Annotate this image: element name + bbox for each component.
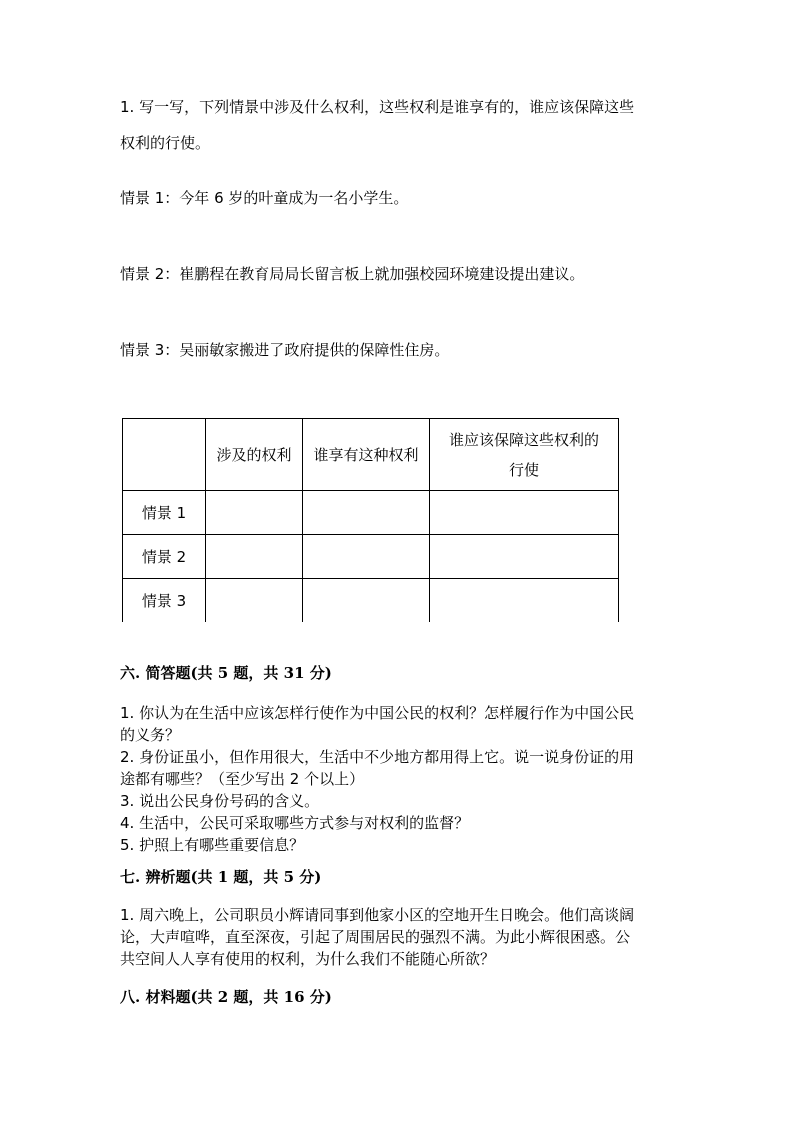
table-corner-cell <box>123 419 206 491</box>
table-row <box>123 535 619 579</box>
table-cell <box>430 491 619 535</box>
row-label-scene-2: 情景 2 <box>123 535 206 579</box>
table-cell <box>303 491 430 535</box>
header-who-guarantees-line1: 谁应该保障这些权利的 <box>448 430 599 449</box>
table-header-row <box>123 419 619 491</box>
table-cell <box>206 579 303 622</box>
list-item: 2. 身份证虽小，但作用很大，生活中不少地方都用得上它。说一说身份证的用 <box>120 748 635 766</box>
table-row <box>123 579 619 622</box>
paragraph-line: 论，大声喧哗，直至深夜，引起了周围居民的强烈不满。为此小辉很困惑。公 <box>120 928 631 946</box>
table-cell <box>206 535 303 579</box>
scene-1: 情景 1：今年 6 岁的叶童成为一名小学生。 <box>120 189 409 207</box>
paragraph-line: 1. 周六晚上，公司职员小辉请同事到他家小区的空地开生日晚会。他们高谈阔 <box>120 906 635 924</box>
paragraph-line: 共空间人人享有使用的权利，为什么我们不能随心所欲？ <box>120 950 496 968</box>
list-item: 5. 护照上有哪些重要信息？ <box>120 836 305 854</box>
section-7-title: 七. 辨析题(共 1 题，共 5 分) <box>120 868 322 886</box>
header-who-guarantees <box>430 419 619 491</box>
list-item: 的义务？ <box>120 726 181 744</box>
section-7-body <box>120 904 634 970</box>
scene-2: 情景 2：崔鹏程在教育局局长留言板上就加强校园环境建设提出建议。 <box>120 265 585 283</box>
header-rights: 涉及的权利 <box>206 419 303 491</box>
answer-table <box>122 418 619 622</box>
list-item: 途都有哪些？（至少写出 2 个以上） <box>120 770 365 788</box>
table-cell <box>303 535 430 579</box>
list-item: 3. 说出公民身份号码的含义。 <box>120 792 320 810</box>
row-label-scene-3: 情景 3 <box>123 579 206 622</box>
list-item: 1. 你认为在生活中应该怎样行使作为中国公民的权利？怎样履行作为中国公民 <box>120 704 635 722</box>
q1-line1: 1. 写一写，下列情景中涉及什么权利，这些权利是谁享有的，谁应该保障这些 <box>120 98 635 116</box>
table-cell <box>430 579 619 622</box>
section-8-title: 八. 材料题(共 2 题，共 16 分) <box>120 988 332 1006</box>
scene-3: 情景 3：吴丽敏家搬进了政府提供的保障性住房。 <box>120 341 450 359</box>
section-6-title: 六. 简答题(共 5 题，共 31 分) <box>120 664 332 682</box>
section-6-list <box>120 702 634 856</box>
table-cell <box>303 579 430 622</box>
list-item: 4. 生活中，公民可采取哪些方式参与对权利的监督？ <box>120 814 470 832</box>
row-label-scene-1: 情景 1 <box>123 491 206 535</box>
header-who-enjoys: 谁享有这种权利 <box>303 419 430 491</box>
table-row <box>123 491 619 535</box>
table-cell <box>206 491 303 535</box>
header-who-guarantees-line2: 行使 <box>508 460 539 479</box>
table-cell <box>430 535 619 579</box>
q1-line2: 权利的行使。 <box>120 134 211 152</box>
